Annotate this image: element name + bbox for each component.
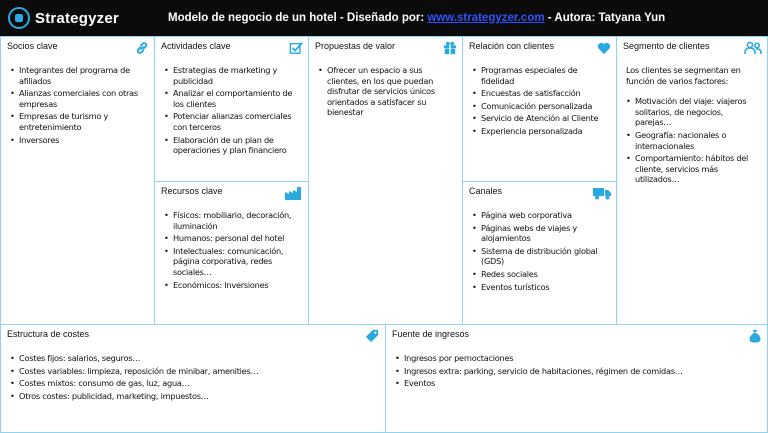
page-title (168, 12, 665, 24)
list-item: • Estrategias de marketing y publicidad (164, 65, 302, 86)
strategyzer-logo-icon (8, 7, 30, 29)
actividades-list (161, 65, 302, 156)
list-item: • Programas especiales de fidelidad (472, 65, 610, 86)
truck-icon (593, 186, 611, 200)
ingresos-list (392, 353, 761, 389)
brand[interactable] (8, 7, 168, 29)
list-item: • Ofrecer un espacio a sus clientes, en los que puedan disfrutar de servicios únicos orientados a satisfacer su bienestar (318, 65, 456, 118)
segmento-list (623, 96, 761, 185)
list-item: • Página web corporativa (472, 210, 610, 221)
block-title: Actividades clave (161, 41, 231, 51)
block-relacion-con-clientes[interactable] (462, 36, 617, 182)
list-item: • Potenciar alianzas comerciales con terceros (164, 111, 302, 132)
link-icon (135, 41, 149, 55)
tag-icon (365, 329, 379, 343)
list-item: • Costes variables: limpieza, reposición de minibar, amenities… (10, 366, 379, 377)
propuestas-list (315, 65, 456, 118)
brand-name: Strategyzer (35, 9, 119, 27)
header-bar (0, 0, 768, 36)
block-title: Estructura de costes (7, 329, 90, 339)
list-item: • Comunicación personalizada (472, 101, 610, 112)
block-propuestas-de-valor[interactable] (308, 36, 463, 325)
block-title: Relación con clientes (469, 41, 555, 51)
list-item: • Redes sociales (472, 269, 610, 280)
list-item: • Físicos: mobiliario, decoración, iluminación (164, 210, 302, 231)
list-item: • Comportamiento: hábitos del cliente, servicios más utilizados… (626, 153, 761, 185)
list-item: • Integrantes del programa de afiliados (10, 65, 148, 86)
list-item: • Eventos (395, 378, 761, 389)
money-bag-icon (748, 329, 762, 343)
block-title: Socios clave (7, 41, 58, 51)
list-item: • Elaboración de un plan de operaciones y plan financiero (164, 135, 302, 156)
list-item: • Humanos: personal del hotel (164, 233, 302, 244)
list-item: • Intelectuales: comunicación, página corporativa, redes sociales… (164, 246, 302, 278)
list-item: • Geografía: nacionales o internacionales (626, 130, 761, 151)
canales-list (469, 210, 610, 292)
segmento-intro: Los clientes se segmentan en función de varios factores: (626, 65, 741, 86)
relacion-list (469, 65, 610, 137)
block-segmento-de-clientes[interactable] (616, 36, 768, 325)
heart-icon (597, 41, 611, 55)
block-actividades-clave[interactable] (154, 36, 309, 182)
block-socios-clave[interactable] (0, 36, 155, 325)
list-item: • Motivación del viaje: viajeros solitarios, de negocios, parejas… (626, 96, 761, 128)
costes-list (7, 353, 379, 401)
block-fuente-de-ingresos[interactable] (385, 324, 768, 433)
block-estructura-de-costes[interactable] (0, 324, 386, 433)
socios-list (7, 65, 148, 145)
list-item: • Servicio de Atención al Cliente (472, 113, 610, 124)
list-item: • Páginas webs de viajes y alojamientos (472, 223, 610, 244)
list-item: • Inversores (10, 135, 148, 146)
checkbox-icon (289, 41, 303, 55)
list-item: • Económicos: Inversiones (164, 280, 302, 291)
list-item: • Ingresos extra: parking, servicio de habitaciones, régimen de comidas… (395, 366, 761, 377)
block-title: Segmento de clientes (623, 41, 710, 51)
list-item: • Analizar el comportamiento de los clientes (164, 88, 302, 109)
list-item: • Encuestas de satisfacción (472, 88, 610, 99)
list-item: • Costes mixtos: consumo de gas, luz, agua… (10, 378, 379, 389)
list-item: • Eventos turísticos (472, 282, 610, 293)
list-item: • Costes fijos: salarios, seguros… (10, 353, 379, 364)
list-item: • Empresas de turismo y entretenimiento (10, 111, 148, 132)
factory-icon (285, 186, 303, 200)
title-prefix: Modelo de negocio de un hotel - Diseñado por: (168, 12, 425, 24)
list-item: • Experiencia personalizada (472, 126, 610, 137)
recursos-list (161, 210, 302, 290)
block-title: Recursos clave (161, 186, 223, 196)
list-item: • Alianzas comerciales con otras empresas (10, 88, 148, 109)
designer-link[interactable]: www.strategyzer.com (427, 12, 545, 24)
gift-icon (443, 41, 457, 55)
users-icon (744, 41, 762, 55)
business-model-canvas (0, 36, 768, 433)
block-canales[interactable] (462, 181, 617, 325)
list-item: • Ingresos por pernoctaciones (395, 353, 761, 364)
block-recursos-clave[interactable] (154, 181, 309, 325)
block-title: Fuente de ingresos (392, 329, 470, 339)
block-title: Propuestas de valor (315, 41, 396, 51)
list-item: • Otros costes: publicidad, marketing, impuestos… (10, 391, 379, 402)
block-title: Canales (469, 186, 503, 196)
title-suffix: - Autora: Tatyana Yun (547, 12, 666, 24)
list-item: • Sistema de distribución global (GDS) (472, 246, 610, 267)
